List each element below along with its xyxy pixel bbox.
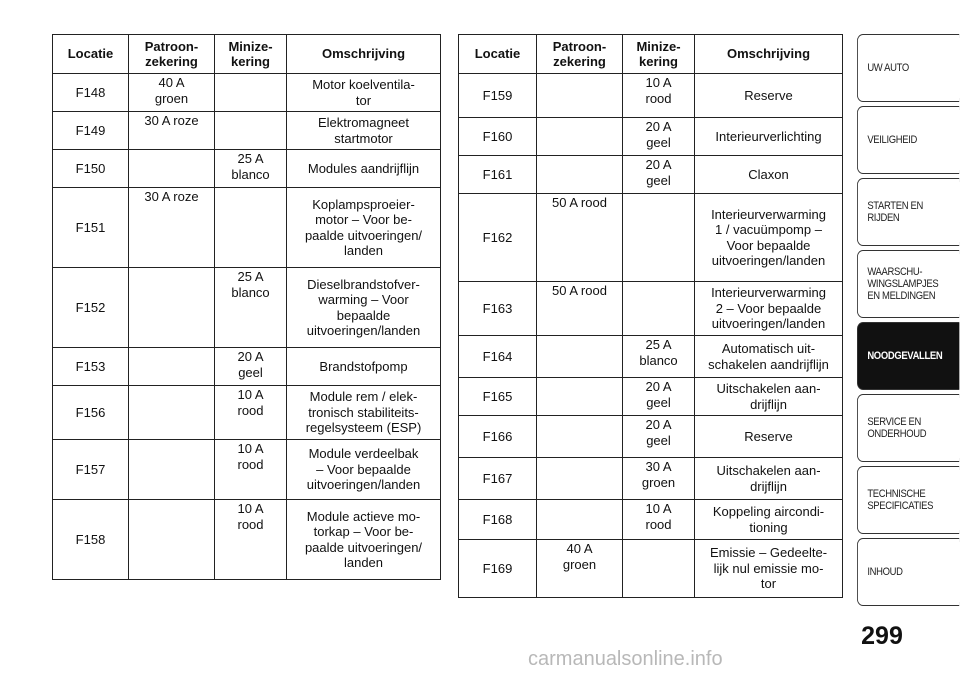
cell-cartridge [129,150,215,188]
cell-cartridge: 30 A roze [129,112,215,150]
cell-location: F151 [53,188,129,268]
cell-location: F161 [459,156,537,194]
cell-cartridge: 50 A rood [537,282,623,336]
cell-cartridge: 40 A groen [537,540,623,598]
cell-cartridge [129,386,215,440]
cell-mini [623,194,695,282]
cell-cartridge [537,74,623,118]
cell-location: F163 [459,282,537,336]
cell-cartridge: 30 A roze [129,188,215,268]
cell-cartridge: 50 A rood [537,194,623,282]
cell-description: Koplampsproeier- motor – Voor be- paalde uitvoeringen/ landen [287,188,441,268]
cell-mini: 25 A blanco [623,336,695,378]
cell-description: Koppeling aircondi- tioning [695,500,843,540]
table-row [459,336,843,378]
cell-description: Module actieve mo- torkap – Voor be- paalde uitvoeringen/ landen [287,500,441,580]
table-row [53,386,441,440]
cell-description: Interieurverwarming 2 – Voor bepaalde uitvoeringen/landen [695,282,843,336]
cell-description: Module verdeelbak – Voor bepaalde uitvoeringen/landen [287,440,441,500]
header-location: Locatie [53,35,129,74]
table-row [459,500,843,540]
cell-location: F156 [53,386,129,440]
fuse-table-right [458,34,843,598]
cell-cartridge [537,458,623,500]
cell-mini: 10 A rood [623,74,695,118]
cell-mini: 10 A rood [215,500,287,580]
cell-location: F168 [459,500,537,540]
cell-mini: 20 A geel [623,156,695,194]
cell-location: F148 [53,74,129,112]
table-row [459,282,843,336]
cell-description: Interieurverwarming 1 / vacuümpomp – Voor bepaalde uitvoeringen/landen [695,194,843,282]
table-row [459,540,843,598]
cell-description: Reserve [695,74,843,118]
cell-cartridge [537,336,623,378]
cell-cartridge [129,440,215,500]
table-row [53,348,441,386]
cell-location: F167 [459,458,537,500]
cell-mini [623,282,695,336]
table-row [53,112,441,150]
cell-description: Reserve [695,416,843,458]
cell-cartridge [537,500,623,540]
table-row [459,74,843,118]
cell-cartridge [537,416,623,458]
cell-description: Brandstofpomp [287,348,441,386]
tab-waarschu-wingslampjes-en-meldingen[interactable]: WAARSCHU- WINGSLAMPJES EN MELDINGEN [857,250,960,318]
cell-mini: 20 A geel [623,378,695,416]
cell-location: F157 [53,440,129,500]
cell-mini: 30 A groen [623,458,695,500]
cell-location: F166 [459,416,537,458]
cell-location: F150 [53,150,129,188]
cell-mini: 25 A blanco [215,150,287,188]
cell-description: Dieselbrandstofver- warming – Voor bepaalde uitvoeringen/landen [287,268,441,348]
cell-mini: 20 A geel [623,416,695,458]
cell-mini: 10 A rood [215,440,287,500]
cell-mini: 25 A blanco [215,268,287,348]
table-row [53,500,441,580]
table-header-row [459,35,843,74]
cell-location: F153 [53,348,129,386]
cell-location: F160 [459,118,537,156]
watermark: carmanualsonline.info [528,648,723,670]
cell-cartridge: 40 A groen [129,74,215,112]
cell-location: F152 [53,268,129,348]
cell-description: Elektromagneet startmotor [287,112,441,150]
table-row [459,156,843,194]
header-mini: Minize- kering [623,35,695,74]
table-row [459,118,843,156]
table-header-row [53,35,441,74]
fuse-table-left [52,34,441,580]
cell-description: Emissie – Gedeelte- lijk nul emissie mo- tor [695,540,843,598]
table-row [53,268,441,348]
cell-mini: 20 A geel [215,348,287,386]
cell-location: F149 [53,112,129,150]
table-row [459,416,843,458]
cell-mini [215,188,287,268]
cell-location: F169 [459,540,537,598]
cell-description: Claxon [695,156,843,194]
tab-service-en-onderhoud[interactable]: SERVICE EN ONDERHOUD [857,394,960,462]
header-description: Omschrijving [695,35,843,74]
tab-veiligheid[interactable]: VEILIGHEID [857,106,960,174]
table-row [459,378,843,416]
header-description: Omschrijving [287,35,441,74]
cell-cartridge [537,118,623,156]
cell-description: Automatisch uit- schakelen aandrijflijn [695,336,843,378]
tab-technische-specificaties[interactable]: TECHNISCHE SPECIFICATIES [857,466,960,534]
cell-location: F158 [53,500,129,580]
cell-cartridge [129,348,215,386]
cell-cartridge [537,156,623,194]
cell-location: F159 [459,74,537,118]
cell-location: F165 [459,378,537,416]
tab-inhoud[interactable]: INHOUD [857,538,960,606]
cell-cartridge [129,500,215,580]
tab-uw-auto[interactable]: UW AUTO [857,34,960,102]
cell-location: F162 [459,194,537,282]
header-mini: Minize- kering [215,35,287,74]
cell-mini [623,540,695,598]
tab-starten-en-rijden[interactable]: STARTEN EN RIJDEN [857,178,960,246]
table-row [53,188,441,268]
cell-description: Uitschakelen aan- drijflijn [695,458,843,500]
table-row [53,74,441,112]
header-cartridge: Patroon- zekering [129,35,215,74]
cell-mini [215,112,287,150]
cell-location: F164 [459,336,537,378]
cell-mini [215,74,287,112]
cell-mini: 20 A geel [623,118,695,156]
header-cartridge: Patroon- zekering [537,35,623,74]
cell-mini: 10 A rood [623,500,695,540]
cell-cartridge [129,268,215,348]
cell-mini: 10 A rood [215,386,287,440]
tab-noodgevallen[interactable]: NOODGEVALLEN [857,322,960,390]
cell-description: Module rem / elek- tronisch stabiliteits- regelsysteem (ESP) [287,386,441,440]
cell-cartridge [537,378,623,416]
chapter-tabs [857,34,960,610]
cell-description: Interieurverlichting [695,118,843,156]
table-row [459,458,843,500]
cell-description: Motor koelventila- tor [287,74,441,112]
cell-description: Uitschakelen aan- drijflijn [695,378,843,416]
cell-description: Modules aandrijflijn [287,150,441,188]
header-location: Locatie [459,35,537,74]
table-row [53,150,441,188]
page-number: 299 [861,622,903,650]
table-row [459,194,843,282]
table-row [53,440,441,500]
